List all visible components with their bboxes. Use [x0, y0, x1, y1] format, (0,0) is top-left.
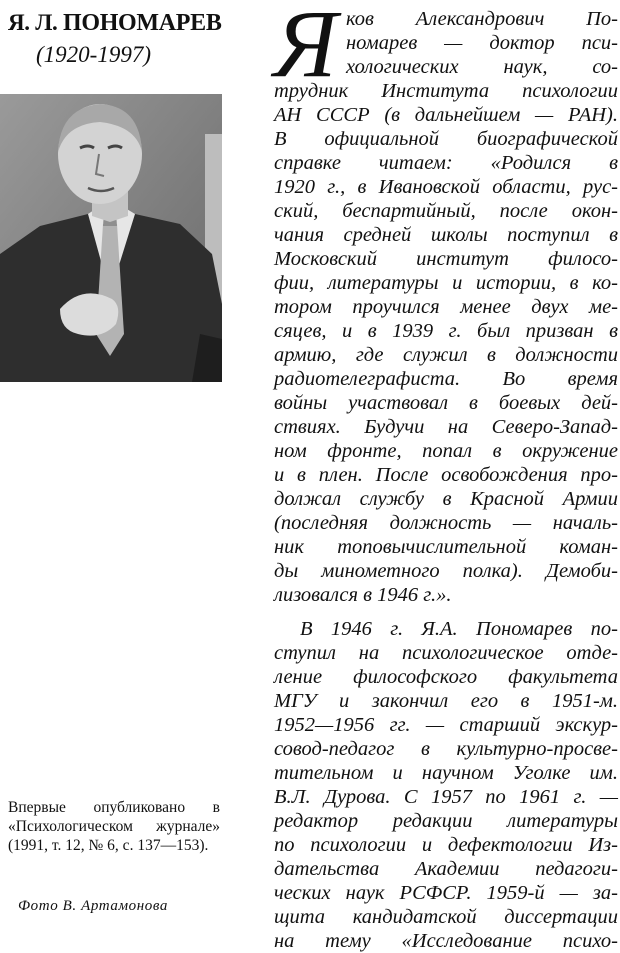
text-line: и в плен. После освобождения про-	[274, 464, 618, 486]
text-line: совод-педагог в культурно-просве-	[274, 738, 618, 760]
text-line: ник топовычислительной коман-	[274, 536, 618, 558]
author-photo	[0, 94, 222, 382]
text-line: В.Л. Дурова. С 1957 по 1961 г. —	[274, 786, 618, 808]
text-line: номарев — доктор пси-	[346, 32, 618, 54]
left-column	[0, 0, 232, 920]
text-line: ступил на психологическое отде-	[274, 642, 618, 664]
text-line: щита кандидатской диссертации	[274, 906, 618, 928]
text-line: справке читаем: «Родился в	[274, 152, 618, 174]
text-line: должал службу в Красной Армии	[274, 488, 618, 510]
author-photo-drawing	[0, 94, 222, 382]
text-line: редактор редакции литературы	[274, 810, 618, 832]
text-line: сяцев, и в 1939 г. был призван в	[274, 320, 618, 342]
publication-note: Впервые опубликовано в «Психологическом журнале» (1991, т. 12, № 6, с. 137—153).	[8, 799, 220, 854]
text-line: АН СССР (в дальнейшем — РАН).	[274, 104, 618, 126]
text-line: ление философского факультета	[274, 666, 618, 688]
author-years: (1920-1997)	[36, 42, 151, 67]
text-line: дательства Академии педагоги-	[274, 858, 618, 880]
text-line: ческих наук РСФСР. 1959-й — за-	[274, 882, 618, 904]
text-line: войны участвовал в боевых дей-	[274, 392, 618, 414]
author-initials: Я. Л.	[8, 10, 58, 35]
text-line: ном фронте, попал в окружение	[274, 440, 618, 462]
text-line: хологических наук, со-	[346, 56, 618, 78]
author-name	[8, 10, 230, 37]
text-line: Московский институт филосо-	[274, 248, 618, 270]
text-line: чания средней школы поступил в	[274, 224, 618, 246]
text-line: по психологии и дефектологии Из-	[274, 834, 618, 856]
text-line: В официальной биографической	[274, 128, 618, 150]
text-line: (последняя должность — началь-	[274, 512, 618, 534]
text-line: 1920 г., в Ивановской области, рус-	[274, 176, 618, 198]
text-line: МГУ и закончил его в 1951-м.	[274, 690, 618, 712]
text-line: на тему «Исследование психо-	[274, 930, 618, 952]
text-line: В 1946 г. Я.А. Пономарев по-	[300, 618, 618, 640]
text-line: фии, литературы и истории, в ко-	[274, 272, 618, 294]
drop-cap: Я	[274, 0, 338, 97]
text-line: ствиях. Будучи на Северо-Запад-	[274, 416, 618, 438]
text-line: лизовался в 1946 г.».	[274, 584, 452, 606]
text-line: 1952—1956 гг. — старший экскур-	[274, 714, 618, 736]
text-line: ды минометного полка). Демоби-	[274, 560, 618, 582]
author-family-name: ПОНОМАРЕВ	[62, 10, 222, 36]
text-line: ков Александрович По-	[346, 8, 618, 30]
text-line: радиотелеграфиста. Во время	[274, 368, 618, 390]
photo-credit: Фото В. Артамонова	[18, 898, 169, 914]
text-line: тором проучился менее двух ме-	[274, 296, 618, 318]
text-line: армию, где служил в должности	[274, 344, 618, 366]
text-line: трудник Института психологии	[274, 80, 618, 102]
text-line: тительном и научном Уголке им.	[274, 762, 618, 784]
text-line: ский, беспартийный, после окон-	[274, 200, 618, 222]
